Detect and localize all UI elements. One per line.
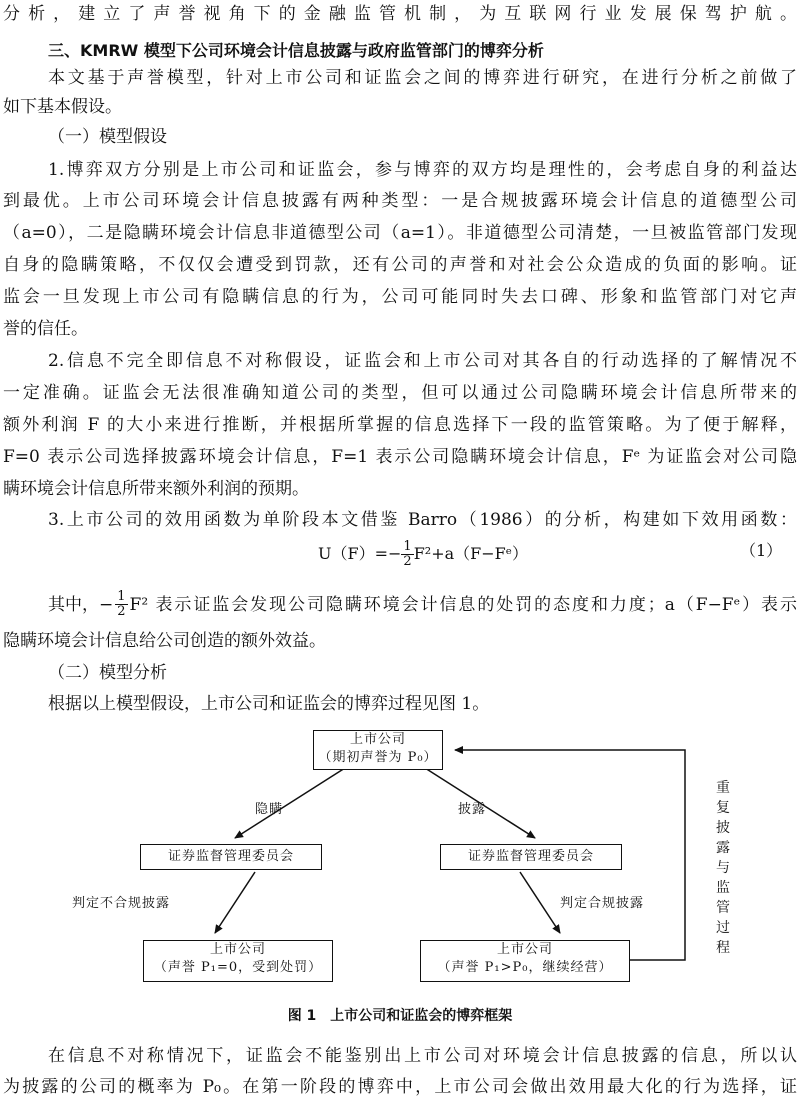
- fraction-numerator: 1: [403, 539, 412, 554]
- fraction: [115, 590, 127, 619]
- paragraph-line: 监会一旦发现上市公司有隐瞒信息的行为，公司可能同时失去口碑、形象和监管部门对它声: [3, 287, 797, 307]
- paragraph-line: 额外利润 F 的大小来进行推断，并根据所掌握的信息选择下一段的监管策略。为了便于解释，: [3, 415, 797, 435]
- bottom-left-box: [143, 940, 333, 982]
- figure-caption: 图 1 上市公司和证监会的博弈框架: [287, 1008, 513, 1024]
- fraction-denominator: 2: [403, 554, 412, 569]
- subsection-heading: （一）模型假设: [48, 127, 167, 147]
- box-title: 上市公司: [496, 942, 553, 957]
- paragraph-line: 本文基于声誉模型，针对上市公司和证监会之间的博弈进行研究，在进行分析之前做了: [48, 68, 797, 88]
- equation: [318, 540, 528, 569]
- paragraph-line: F=0 表示公司选择披露环境会计信息，F=1 表示公司隐瞒环境会计信息，Fᵉ 为证监会对公司隐: [3, 447, 797, 467]
- bottom-right-box: [420, 940, 630, 982]
- box-title: 上市公司: [349, 732, 406, 747]
- paragraph-line: 誉的信任。: [3, 319, 88, 339]
- vertical-char: 露: [716, 840, 730, 856]
- fraction-denominator: 2: [117, 604, 126, 619]
- vertical-char: 复: [716, 800, 730, 816]
- arrow-noncompliant: [215, 872, 255, 933]
- subsection-heading: （二）模型分析: [48, 663, 167, 683]
- equation-number: （1）: [740, 541, 783, 560]
- paragraph-line: 瞒环境会计信息所带来额外利润的预期。: [3, 479, 309, 499]
- section-heading: 三、KMRW 模型下公司环境会计信息披露与政府监管部门的博弈分析: [48, 41, 544, 60]
- equation-right: F²+a（F−Fᵉ）: [413, 544, 528, 563]
- arrow-conceal: [235, 768, 345, 838]
- vertical-char: 管: [716, 900, 730, 916]
- repeat-process-label: [714, 778, 732, 958]
- paragraph-line: 如下基本假设。: [3, 97, 122, 117]
- vertical-char: 程: [716, 940, 730, 956]
- mid-left-box-csrc: 证券监督管理委员会: [140, 844, 322, 870]
- paragraph-line: 自身的隐瞒策略，不仅仅会遭受到罚款，还有公司的声誉和对社会公众造成的负面的影响。证: [3, 255, 797, 275]
- paragraph-line: （a=0），二是隐瞒环境会计信息非道德型公司（a=1）。非道德型公司清楚，一旦被监管部门发现: [3, 223, 797, 243]
- vertical-char: 与: [716, 860, 730, 876]
- edge-label-compliant: 判定合规披露: [560, 896, 645, 911]
- box-subtitle: （声誉 P₁>P₀，继续经营）: [437, 960, 613, 975]
- edge-label-conceal: 隐瞒: [255, 802, 284, 817]
- arrow-compliant: [520, 872, 560, 933]
- equation-left: U（F）=−: [318, 544, 402, 563]
- mid-right-box-csrc: 证券监督管理委员会: [440, 844, 622, 870]
- paragraph-line: 为披露的公司的概率为 P₀。在第一阶段的博弈中，上市公司会做出效用最大化的行为选择，证: [3, 1077, 797, 1097]
- box-title: 上市公司: [209, 942, 266, 957]
- vertical-char: 过: [716, 920, 730, 936]
- paragraph-line: 3.上市公司的效用函数为单阶段本文借鉴 Barro（1986）的分析，构建如下效用函数：: [48, 510, 797, 530]
- fraction-numerator: 1: [117, 589, 126, 604]
- vertical-char: 重: [716, 780, 730, 796]
- paragraph-line: 分析，建立了声誉视角下的金融监管机制，为互联网行业发展保驾护航。: [3, 4, 797, 24]
- game-framework-diagram: [0, 720, 800, 1020]
- paragraph-line: 2.信息不完全即信息不对称假设，证监会和上市公司对其各自的行动选择的了解情况不: [48, 351, 797, 371]
- paragraph-line: 到最优。上市公司环境会计信息披露有两种类型：一是合规披露环境会计信息的道德型公司: [3, 191, 797, 211]
- vertical-char: 披: [716, 820, 730, 836]
- paragraph-line: 根据以上模型假设，上市公司和证监会的博弈过程见图 1。: [48, 694, 490, 714]
- where-prefix: 其中，−: [48, 594, 114, 615]
- fraction: [401, 540, 413, 569]
- paragraph-line: 一定准确。证监会无法很准确知道公司的类型，但可以通过公司隐瞒环境会计信息所带来的: [3, 383, 797, 403]
- paragraph-line: 隐瞒环境会计信息给公司创造的额外效益。: [3, 631, 326, 651]
- box-subtitle: （声誉 P₁=0，受到处罚）: [153, 960, 323, 975]
- paragraph-line: 1.博弈双方分别是上市公司和证监会，参与博弈的双方均是理性的，会考虑自身的利益达: [48, 160, 797, 180]
- paragraph-line: 在信息不对称情况下，证监会不能鉴别出上市公司对环境会计信息披露的信息，所以认: [48, 1046, 797, 1066]
- vertical-char: 监: [716, 880, 730, 896]
- where-suffix: F² 表示证监会发现公司隐瞒环境会计信息的处罚的态度和力度；a（F−Fᵉ）表示: [129, 594, 797, 615]
- paragraph-line: [48, 590, 797, 619]
- edge-label-noncompliant: 判定不合规披露: [72, 896, 171, 911]
- top-box-listed-company: [313, 730, 443, 770]
- edge-label-disclose: 披露: [458, 802, 487, 817]
- box-subtitle: （期初声誉为 P₀）: [318, 750, 438, 765]
